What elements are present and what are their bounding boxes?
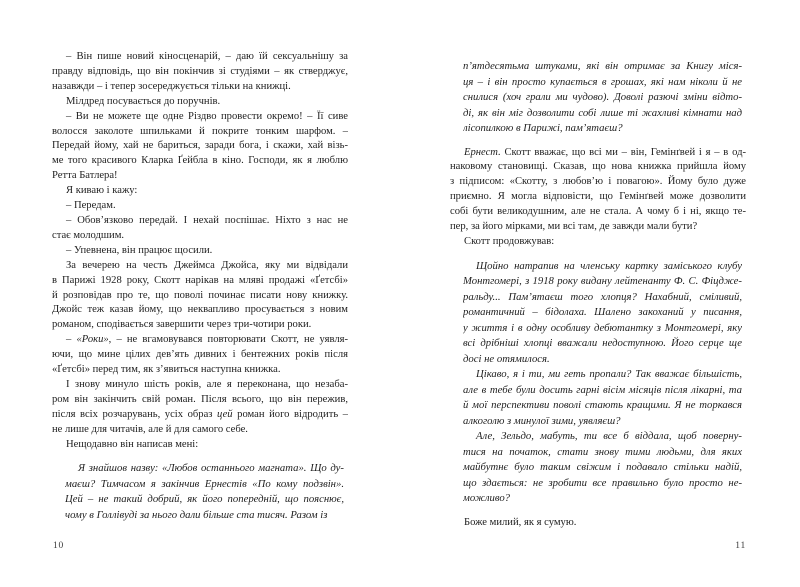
text-line: Нещодавно він написав мені:	[66, 438, 199, 450]
paragraph	[65, 461, 344, 523]
text-line: маєш? Тимчасом я закінчив Ернестів «По кому подзвін».	[65, 477, 344, 490]
paragraph	[463, 367, 742, 429]
text-line: але в тебе були досить гарні вісім місяців після лікарні, та	[463, 383, 742, 396]
text-line: після всіх розчарувань, усіх образ цей роман його відродить –	[52, 408, 348, 420]
text-line: назавжди – і тепер зосереджується тільки на книжці.	[52, 80, 291, 92]
text-line: романом, сподівається завершити через три-чотири роки.	[52, 319, 312, 331]
text-line: приємно. Я могла відповісти, що Гемінґвей може дозволити	[450, 191, 746, 203]
text-line: снилися (хоч грали ми чудово). Доволі разючі зміни відто-	[463, 91, 742, 103]
paragraph	[52, 95, 348, 110]
text-line: Боже милий, як я сумую.	[464, 516, 577, 528]
text-line: Ретта Батлера!	[52, 170, 118, 182]
text-line: що здається: не зробити все правильно було просто не-	[463, 476, 742, 489]
paragraph	[52, 214, 348, 244]
text-line: наковому становищі. Сказав, що нова книжка прийшла йому	[450, 161, 746, 173]
text-line: ді, як він міг дозволити собі лише ті жахливі кімнати над	[463, 106, 742, 119]
paragraph	[52, 184, 348, 199]
text-line: ючи, що мине цілих дев’ять дивних і бентежних років після	[52, 349, 348, 361]
paragraph	[463, 59, 742, 137]
text-line: За вечерею на честь Джеймса Джойса, яку ми відвідали	[66, 259, 348, 271]
text-line: – «Роки», – не вгамовувався повторювати Скотт, не уявля-	[66, 334, 348, 346]
paragraph	[52, 244, 348, 259]
text-line: тися на початок, стати знову тими людьми, для яких	[463, 445, 742, 458]
paragraph	[52, 110, 348, 185]
paragraph	[52, 333, 348, 378]
paragraph	[52, 438, 348, 453]
text-line: й мої перспективи поволі стають кращими. Я не торкався	[463, 399, 742, 412]
page-left	[52, 50, 348, 532]
text-line: – Він пише новий кіносценарій, – даю їй сексуальнішу за	[66, 51, 348, 62]
page-number-left: 10	[53, 541, 65, 551]
text-line: досі не отямилося.	[463, 352, 550, 365]
text-line: – Передам.	[66, 200, 116, 212]
text-line: всі дрібніші хлопці вважали недоступною. Його серце ще	[463, 337, 742, 350]
body-text	[450, 516, 746, 531]
text-line: Мілдред посувається до поручнів.	[66, 95, 221, 107]
text-line: – Упевнена, він працює щосили.	[66, 244, 213, 256]
paragraph	[52, 199, 348, 214]
text-line: й розповідав про те, що поволі починає писати нову книжку.	[52, 289, 348, 301]
text-line: алкоголю з минулої зими, уявляєш?	[463, 414, 621, 427]
text-line: не лише для читачів, але й для самого себе.	[52, 423, 248, 435]
text-line: Джойс теж казав йому, що неквапливо просувається з новим	[52, 304, 348, 316]
paragraph	[52, 50, 348, 95]
text-line: ральду... Пам’ятаєш того хлопця? Нахабний, сміливий,	[463, 290, 742, 303]
text-line: п’ятдесятьма штуками, які він отримає за Книгу міся-	[463, 60, 742, 72]
text-line: можливо?	[463, 492, 511, 505]
paragraph	[463, 259, 742, 368]
letter-excerpt	[65, 461, 344, 523]
page-right	[450, 50, 746, 531]
text-line: Скотт продовжував:	[464, 235, 555, 247]
paragraph	[463, 429, 742, 507]
text-line: пер, за його мірками, ми всі там, де завжди мали бути?	[450, 221, 698, 233]
text-line: романтичний – бідолаха. Шалено закоханий у писання,	[463, 306, 742, 319]
text-line: Я киваю і кажу:	[66, 185, 138, 197]
text-line: з підписом: «Скотту, з любов’ю і повагою». Йому було дуже	[450, 176, 746, 188]
text-line: Передай йому, хай не бариться, заради бога, і скажи, хай візь-	[52, 140, 348, 152]
text-line: Я знайшов назву: «Любов останнього магната». Що ду-	[78, 462, 344, 475]
text-line: ме того красивого Кларка Ґейбла в кіно. Господи, як я люблю	[52, 155, 348, 167]
page-number-right: 11	[735, 541, 746, 551]
text-line: Але, Зельдо, мабуть, ти все б віддала, щоб поверну-	[476, 430, 742, 443]
text-line: Цей – не такий добрий, як його попередній, що пояснює,	[65, 493, 344, 506]
letter-excerpt	[463, 59, 742, 137]
paragraph	[450, 146, 746, 235]
paragraph	[52, 259, 348, 334]
text-line: – Ви не можете ще одне Різдво провести окремо! – Її сиве	[66, 110, 348, 122]
text-line: собі бути великодушним, але не стала. А чому б і ні, якщо те-	[450, 206, 746, 218]
text-line: «Ґетсбі» перед тим, як з’явиться наступна книжка.	[52, 364, 281, 376]
paragraph	[52, 378, 348, 438]
text-line: правду відповідь, що він покінчив зі студіями – як стверджує,	[52, 65, 348, 77]
text-line: ром він закінчить свій роман. Після всього, що він пережив,	[52, 393, 348, 405]
text-line: у життя і в одну особливу дебютантку з Монтгомері, яку	[463, 321, 742, 334]
text-line: Щойно натрапив на членську картку заміського клубу	[476, 259, 742, 272]
text-line: чому в Голлівуді за нього дали більше ста тисяч. Разом із	[65, 508, 328, 521]
text-line: Монтгомері, з 1918 року видану лейтенанту Ф. С. Фіцдже-	[463, 275, 742, 288]
text-line: лісопилкою в Парижі, пам’ятаєш?	[463, 122, 623, 134]
paragraph	[450, 235, 746, 250]
text-line: – Обов’язково передай. І нехай поспішає. Ніхто з нас не	[66, 214, 348, 226]
text-line: І знову минуло шість років, але я переконана, що незаба-	[66, 378, 348, 390]
text-line: ця – і він просто купається в грошах, які нам ніколи й не	[463, 75, 742, 88]
text-line: в Парижі 1928 року, Скотт нарікав на мляві продажі «Ґетсбі»	[52, 274, 348, 286]
letter-excerpt	[463, 259, 742, 507]
text-line: волосся заколоте шпильками й покрите тонким шарфом. –	[52, 125, 348, 137]
text-line: стає молодшим.	[52, 229, 125, 241]
text-line: Ернест. Скотт вважає, що всі ми – він, Гемінґвей і я – в од-	[464, 146, 746, 158]
text-line: майбутнє було таким свіжим і подавало стільки надій,	[463, 461, 742, 474]
body-text	[450, 146, 746, 250]
paragraph	[450, 516, 746, 531]
body-text	[52, 50, 348, 452]
text-line: Цікаво, я і ти, ми геть пропали? Так вважає більшість,	[476, 368, 742, 381]
